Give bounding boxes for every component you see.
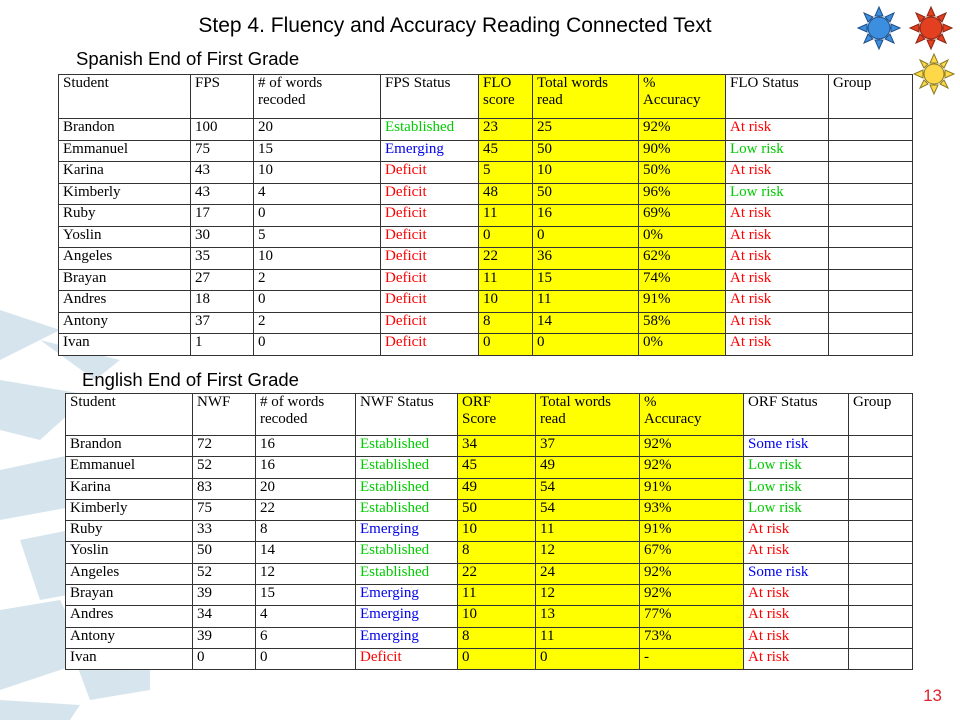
table-cell-score: 0 xyxy=(479,334,533,356)
table-cell-words: 22 xyxy=(256,499,356,520)
table-row xyxy=(59,312,913,334)
table-cell-risk: At risk xyxy=(726,334,829,356)
table-row xyxy=(66,585,913,606)
table-cell-fps: 37 xyxy=(191,312,254,334)
table-cell-risk: At risk xyxy=(726,269,829,291)
table-cell-score: 8 xyxy=(479,312,533,334)
english-table-body xyxy=(66,394,913,670)
sun-red-icon xyxy=(910,7,952,49)
table-cell-accuracy: 92% xyxy=(639,119,726,141)
table-cell-group xyxy=(849,521,913,542)
table-cell-words: 4 xyxy=(256,606,356,627)
table-row xyxy=(66,457,913,478)
column-header: Total words read xyxy=(536,394,640,436)
table-cell-risk: At risk xyxy=(726,248,829,270)
table-cell-accuracy: 90% xyxy=(639,140,726,162)
table-row xyxy=(59,119,913,141)
page-number: 13 xyxy=(923,686,942,705)
table-cell-total: 25 xyxy=(533,119,639,141)
table-cell-student: Antony xyxy=(66,627,193,648)
table-cell-status: Established xyxy=(356,436,458,457)
table-cell-fps: 17 xyxy=(191,205,254,227)
table-cell-student: Andres xyxy=(59,291,191,313)
table-cell-status: Deficit xyxy=(381,269,479,291)
column-header: # of words recoded xyxy=(256,394,356,436)
column-header: NWF xyxy=(193,394,256,436)
table-cell-accuracy: 92% xyxy=(640,563,744,584)
table-cell-risk: Low risk xyxy=(744,499,849,520)
table-cell-status: Deficit xyxy=(356,648,458,669)
table-cell-accuracy: 0% xyxy=(639,334,726,356)
table-cell-score: 22 xyxy=(458,563,536,584)
table-row xyxy=(66,542,913,563)
table-cell-accuracy: 91% xyxy=(640,478,744,499)
table-cell-fps: 75 xyxy=(191,140,254,162)
table-cell-words: 16 xyxy=(256,436,356,457)
table-cell-score: 0 xyxy=(458,648,536,669)
table-cell-group xyxy=(849,436,913,457)
table-cell-student: Ivan xyxy=(66,648,193,669)
table-cell-total: 0 xyxy=(533,334,639,356)
table-cell-accuracy: 74% xyxy=(639,269,726,291)
table-row xyxy=(66,648,913,669)
table-cell-accuracy: 77% xyxy=(640,606,744,627)
table-cell-student: Angeles xyxy=(59,248,191,270)
table-row xyxy=(66,563,913,584)
table-cell-words: 6 xyxy=(256,627,356,648)
table-cell-group xyxy=(849,585,913,606)
table-cell-status: Deficit xyxy=(381,334,479,356)
table-cell-total: 0 xyxy=(536,648,640,669)
table-cell-total: 24 xyxy=(536,563,640,584)
table-cell-risk: At risk xyxy=(726,119,829,141)
table-cell-student: Angeles xyxy=(66,563,193,584)
table-cell-words: 16 xyxy=(256,457,356,478)
table-cell-student: Antony xyxy=(59,312,191,334)
table-cell-risk: Low risk xyxy=(744,478,849,499)
slide-title: Step 4. Fluency and Accuracy Reading Connected Text xyxy=(198,14,712,37)
table-cell-status: Emerging xyxy=(356,521,458,542)
table-cell-status: Deficit xyxy=(381,312,479,334)
column-header: FLO Status xyxy=(726,75,829,119)
table-cell-risk: At risk xyxy=(744,542,849,563)
table-row xyxy=(59,291,913,313)
table-cell-accuracy: 67% xyxy=(640,542,744,563)
table-cell-status: Deficit xyxy=(381,183,479,205)
column-header: ORF Status xyxy=(744,394,849,436)
table-cell-group xyxy=(849,606,913,627)
column-header: Group xyxy=(849,394,913,436)
table-cell-words: 10 xyxy=(254,248,381,270)
table-cell-score: 8 xyxy=(458,627,536,648)
table-cell-accuracy: 62% xyxy=(639,248,726,270)
table-cell-student: Brayan xyxy=(59,269,191,291)
column-header: Student xyxy=(59,75,191,119)
table-cell-risk: Low risk xyxy=(726,183,829,205)
table-cell-accuracy: 91% xyxy=(639,291,726,313)
column-header: Group xyxy=(829,75,913,119)
table-row xyxy=(59,162,913,184)
table-cell-group xyxy=(829,334,913,356)
table-header-row xyxy=(66,394,913,436)
table-cell-status: Established xyxy=(356,478,458,499)
table-cell-total: 12 xyxy=(536,585,640,606)
table-cell-risk: At risk xyxy=(744,585,849,606)
table-cell-group xyxy=(829,291,913,313)
column-header: % Accuracy xyxy=(639,75,726,119)
table-cell-group xyxy=(849,648,913,669)
english-table xyxy=(65,393,913,670)
table-cell-student: Karina xyxy=(66,478,193,499)
table-cell-total: 0 xyxy=(533,226,639,248)
table-cell-status: Established xyxy=(356,457,458,478)
table-cell-total: 11 xyxy=(536,521,640,542)
table-cell-total: 37 xyxy=(536,436,640,457)
table-cell-group xyxy=(849,499,913,520)
table-cell-risk: At risk xyxy=(744,627,849,648)
table-cell-score: 34 xyxy=(458,436,536,457)
table-cell-group xyxy=(829,205,913,227)
table-cell-score: 11 xyxy=(479,269,533,291)
table-row xyxy=(59,226,913,248)
table-cell-risk: At risk xyxy=(744,521,849,542)
table-cell-status: Deficit xyxy=(381,291,479,313)
table-cell-score: 11 xyxy=(458,585,536,606)
table-cell-score: 50 xyxy=(458,499,536,520)
table-cell-total: 14 xyxy=(533,312,639,334)
table-cell-score: 49 xyxy=(458,478,536,499)
table-cell-accuracy: - xyxy=(640,648,744,669)
table-cell-risk: At risk xyxy=(744,606,849,627)
table-row xyxy=(59,269,913,291)
table-cell-risk: Low risk xyxy=(726,140,829,162)
table-cell-fps: 18 xyxy=(191,291,254,313)
table-cell-risk: At risk xyxy=(744,648,849,669)
table-cell-accuracy: 69% xyxy=(639,205,726,227)
table-cell-words: 10 xyxy=(254,162,381,184)
table-cell-group xyxy=(829,226,913,248)
table-cell-score: 23 xyxy=(479,119,533,141)
table-cell-words: 8 xyxy=(256,521,356,542)
table-cell-accuracy: 91% xyxy=(640,521,744,542)
table-header-row xyxy=(59,75,913,119)
spanish-table xyxy=(58,74,913,356)
table-cell-student: Kimberly xyxy=(66,499,193,520)
table-cell-student: Ruby xyxy=(59,205,191,227)
table-cell-student: Yoslin xyxy=(59,226,191,248)
table-cell-group xyxy=(829,312,913,334)
table-cell-status: Deficit xyxy=(381,162,479,184)
table-row xyxy=(59,334,913,356)
table-cell-fps: 30 xyxy=(191,226,254,248)
table-cell-accuracy: 73% xyxy=(640,627,744,648)
table-cell-score: 48 xyxy=(479,183,533,205)
table-cell-words: 14 xyxy=(256,542,356,563)
table-cell-fps: 72 xyxy=(193,436,256,457)
table-cell-fps: 100 xyxy=(191,119,254,141)
table-cell-status: Established xyxy=(356,499,458,520)
table-cell-risk: At risk xyxy=(726,312,829,334)
column-header: FPS xyxy=(191,75,254,119)
table-cell-fps: 35 xyxy=(191,248,254,270)
column-header: FLO score xyxy=(479,75,533,119)
table-cell-total: 10 xyxy=(533,162,639,184)
table-cell-total: 54 xyxy=(536,478,640,499)
table-cell-words: 0 xyxy=(254,291,381,313)
table-cell-total: 12 xyxy=(536,542,640,563)
table-cell-words: 20 xyxy=(254,119,381,141)
table-cell-group xyxy=(829,140,913,162)
table-row xyxy=(66,436,913,457)
table-row xyxy=(66,627,913,648)
table-cell-total: 50 xyxy=(533,183,639,205)
table-cell-risk: Low risk xyxy=(744,457,849,478)
table-cell-student: Brandon xyxy=(66,436,193,457)
table-cell-accuracy: 50% xyxy=(639,162,726,184)
table-cell-total: 54 xyxy=(536,499,640,520)
column-header: # of words recoded xyxy=(254,75,381,119)
table-cell-fps: 75 xyxy=(193,499,256,520)
table-cell-accuracy: 92% xyxy=(640,436,744,457)
table-cell-accuracy: 58% xyxy=(639,312,726,334)
table-cell-group xyxy=(849,563,913,584)
table-cell-words: 20 xyxy=(256,478,356,499)
table-cell-fps: 83 xyxy=(193,478,256,499)
table-row xyxy=(59,140,913,162)
table-cell-words: 4 xyxy=(254,183,381,205)
column-header: ORF Score xyxy=(458,394,536,436)
table-cell-risk: At risk xyxy=(726,205,829,227)
table-cell-status: Emerging xyxy=(356,627,458,648)
table-cell-fps: 39 xyxy=(193,627,256,648)
spanish-section-title: Spanish End of First Grade xyxy=(76,48,300,69)
table-cell-total: 11 xyxy=(536,627,640,648)
column-header: NWF Status xyxy=(356,394,458,436)
english-section-title: English End of First Grade xyxy=(82,369,299,390)
table-cell-total: 11 xyxy=(533,291,639,313)
table-cell-total: 49 xyxy=(536,457,640,478)
table-cell-score: 45 xyxy=(479,140,533,162)
column-header: FPS Status xyxy=(381,75,479,119)
column-header: Student xyxy=(66,394,193,436)
table-cell-group xyxy=(829,162,913,184)
table-cell-status: Emerging xyxy=(381,140,479,162)
table-cell-student: Ivan xyxy=(59,334,191,356)
table-cell-fps: 33 xyxy=(193,521,256,542)
table-cell-total: 13 xyxy=(536,606,640,627)
table-cell-fps: 27 xyxy=(191,269,254,291)
table-cell-score: 10 xyxy=(458,521,536,542)
table-cell-total: 50 xyxy=(533,140,639,162)
table-row xyxy=(66,521,913,542)
table-cell-group xyxy=(849,542,913,563)
table-row xyxy=(66,478,913,499)
table-cell-group xyxy=(849,627,913,648)
table-cell-score: 11 xyxy=(479,205,533,227)
table-cell-words: 0 xyxy=(254,334,381,356)
table-cell-risk: Some risk xyxy=(744,436,849,457)
table-cell-risk: At risk xyxy=(726,291,829,313)
table-cell-fps: 1 xyxy=(191,334,254,356)
table-row xyxy=(66,499,913,520)
table-row xyxy=(59,248,913,270)
table-cell-words: 2 xyxy=(254,312,381,334)
table-cell-fps: 43 xyxy=(191,162,254,184)
table-cell-student: Brandon xyxy=(59,119,191,141)
table-cell-status: Deficit xyxy=(381,205,479,227)
table-cell-status: Emerging xyxy=(356,585,458,606)
table-cell-risk: At risk xyxy=(726,162,829,184)
spanish-table-body xyxy=(59,75,913,356)
table-cell-group xyxy=(829,248,913,270)
table-cell-status: Established xyxy=(356,563,458,584)
table-cell-risk: At risk xyxy=(726,226,829,248)
column-header: % Accuracy xyxy=(640,394,744,436)
table-cell-words: 0 xyxy=(254,205,381,227)
table-cell-words: 12 xyxy=(256,563,356,584)
sun-blue-icon xyxy=(858,7,900,49)
table-cell-group xyxy=(829,183,913,205)
table-cell-student: Brayan xyxy=(66,585,193,606)
table-cell-status: Established xyxy=(381,119,479,141)
table-cell-group xyxy=(829,269,913,291)
table-row xyxy=(66,606,913,627)
table-cell-student: Kimberly xyxy=(59,183,191,205)
table-cell-student: Emmanuel xyxy=(66,457,193,478)
table-cell-student: Yoslin xyxy=(66,542,193,563)
table-cell-score: 10 xyxy=(479,291,533,313)
table-cell-student: Karina xyxy=(59,162,191,184)
table-cell-words: 15 xyxy=(256,585,356,606)
column-header: Total words read xyxy=(533,75,639,119)
table-cell-score: 0 xyxy=(479,226,533,248)
table-cell-status: Established xyxy=(356,542,458,563)
table-cell-status: Deficit xyxy=(381,226,479,248)
table-cell-status: Emerging xyxy=(356,606,458,627)
table-row xyxy=(59,205,913,227)
table-cell-risk: Some risk xyxy=(744,563,849,584)
table-cell-score: 5 xyxy=(479,162,533,184)
table-cell-fps: 34 xyxy=(193,606,256,627)
table-cell-accuracy: 96% xyxy=(639,183,726,205)
table-row xyxy=(59,183,913,205)
table-cell-score: 45 xyxy=(458,457,536,478)
table-cell-score: 22 xyxy=(479,248,533,270)
table-cell-score: 10 xyxy=(458,606,536,627)
sun-yellow-icon xyxy=(914,54,954,94)
table-cell-total: 36 xyxy=(533,248,639,270)
table-cell-score: 8 xyxy=(458,542,536,563)
table-cell-status: Deficit xyxy=(381,248,479,270)
table-cell-student: Emmanuel xyxy=(59,140,191,162)
table-cell-fps: 52 xyxy=(193,457,256,478)
table-cell-accuracy: 93% xyxy=(640,499,744,520)
table-cell-accuracy: 92% xyxy=(640,457,744,478)
table-cell-accuracy: 92% xyxy=(640,585,744,606)
table-cell-fps: 43 xyxy=(191,183,254,205)
table-cell-group xyxy=(849,478,913,499)
table-cell-words: 2 xyxy=(254,269,381,291)
table-cell-student: Andres xyxy=(66,606,193,627)
table-cell-group xyxy=(829,119,913,141)
table-cell-words: 5 xyxy=(254,226,381,248)
table-cell-words: 15 xyxy=(254,140,381,162)
table-cell-fps: 39 xyxy=(193,585,256,606)
table-cell-fps: 0 xyxy=(193,648,256,669)
table-cell-student: Ruby xyxy=(66,521,193,542)
table-cell-total: 16 xyxy=(533,205,639,227)
table-cell-fps: 52 xyxy=(193,563,256,584)
table-cell-accuracy: 0% xyxy=(639,226,726,248)
table-cell-fps: 50 xyxy=(193,542,256,563)
table-cell-words: 0 xyxy=(256,648,356,669)
table-cell-total: 15 xyxy=(533,269,639,291)
table-cell-group xyxy=(849,457,913,478)
